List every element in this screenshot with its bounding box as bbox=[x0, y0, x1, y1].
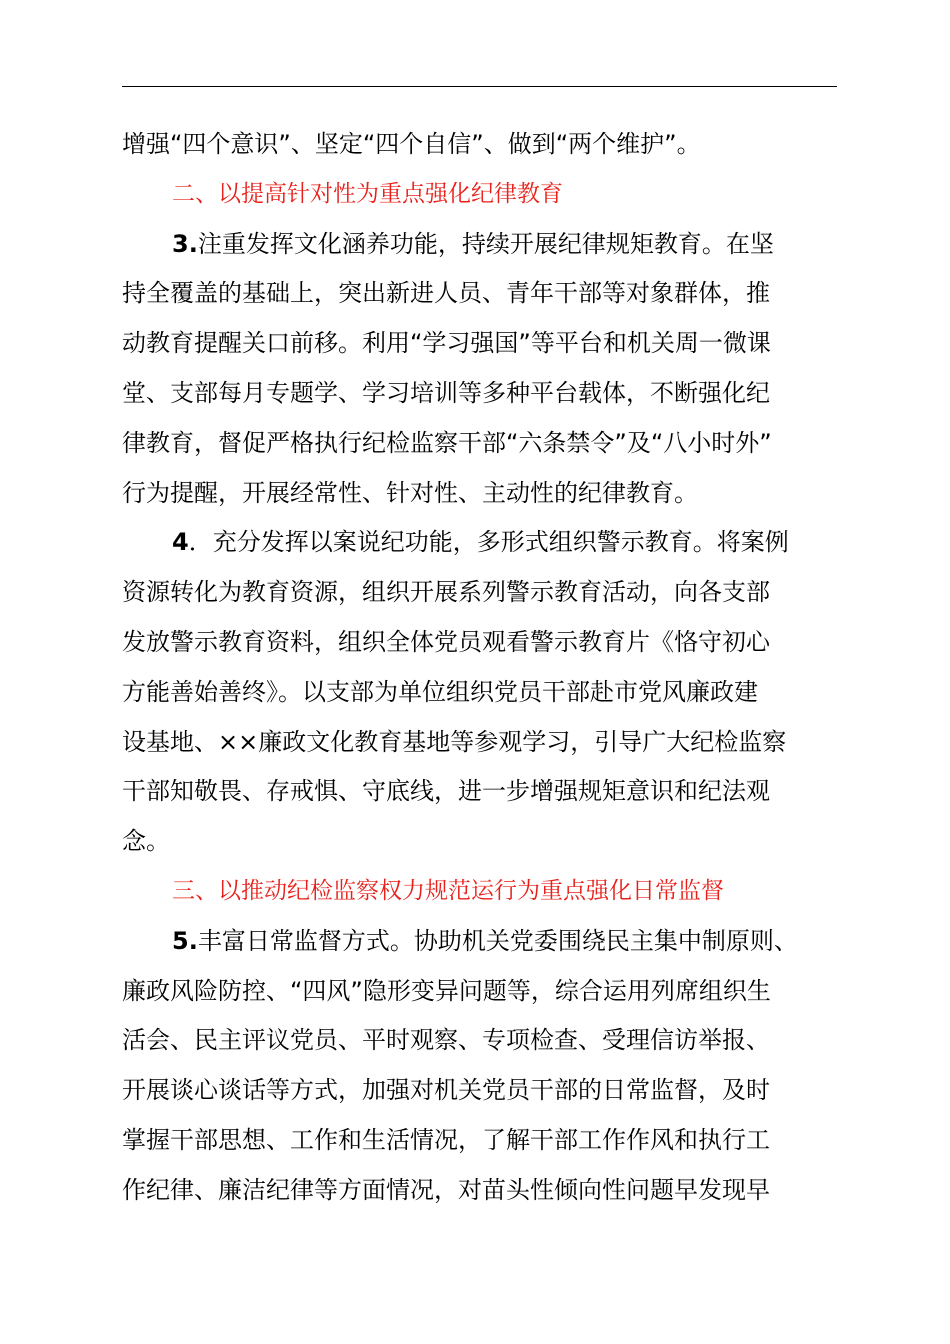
section-heading-3: 三、以推动纪检监察权力规范运行为重点强化日常监督 bbox=[172, 877, 724, 904]
item-3-title: 注重发挥文化涵养功能，持续开展纪律规矩教育。在坚 bbox=[197, 229, 774, 258]
body-line: 设基地、××廉政文化教育基地等参观学习，引导广大纪检监察 bbox=[122, 727, 787, 756]
paragraph-3-first-line bbox=[122, 220, 838, 270]
body-line: 持全覆盖的基础上，突出新进人员、青年干部等对象群体，推 bbox=[122, 279, 770, 308]
paragraph-5-first-line bbox=[122, 917, 838, 967]
body-line: 作纪律、廉洁纪律等方面情况，对苗头性倾向性问题早发现早 bbox=[122, 1175, 770, 1204]
body-line: 方能善始善终》。以支部为单位组织党员干部赴市党风廉政建 bbox=[122, 677, 758, 706]
body-line: 堂、支部每月专题学、学习培训等多种平台载体，不断强化纪 bbox=[122, 378, 770, 407]
body-line: 动教育提醒关口前移。利用“学习强国”等平台和机关周一微课 bbox=[122, 329, 771, 358]
body-line: 廉政风险防控、“四风”隐形变异问题等，综合运用列席组织生 bbox=[122, 976, 771, 1005]
body-line: 掌握干部思想、工作和生活情况，了解干部工作作风和执行工 bbox=[122, 1125, 770, 1154]
body-line: 律教育，督促严格执行纪检监察干部“六条禁令”及“八小时外” bbox=[122, 428, 772, 457]
item-number-4: 4 bbox=[172, 528, 189, 557]
paragraph-4-first-line bbox=[122, 518, 838, 568]
body-line: 行为提醒，开展经常性、针对性、主动性的纪律教育。 bbox=[122, 478, 698, 507]
body-line: 活会、民主评议党员、平时观察、专项检查、受理信访举报、 bbox=[122, 1026, 770, 1055]
body-line: 干部知敬畏、存戒惧、守底线，进一步增强规矩意识和纪法观 bbox=[122, 777, 770, 806]
body-line: 开展谈心谈话等方式，加强对机关党员干部的日常监督，及时 bbox=[122, 1076, 770, 1105]
body-line: 发放警示教育资料，组织全体党员观看警示教育片《恪守初心 bbox=[122, 627, 770, 656]
section-heading-2: 二、以提高针对性为重点强化纪律教育 bbox=[172, 180, 563, 207]
item-4-title: ．充分发挥以案说纪功能，多形式组织警示教育。将案例 bbox=[188, 528, 789, 557]
item-number-3: 3. bbox=[172, 229, 198, 258]
item-number-5: 5. bbox=[172, 926, 198, 955]
header-rule bbox=[122, 86, 837, 87]
body-line: 资源转化为教育资源，组织开展系列警示教育活动，向各支部 bbox=[122, 578, 770, 607]
body-line: 增强“四个意识”、坚定“四个自信”、做到“两个维护”。 bbox=[122, 130, 701, 158]
item-5-title: 丰富日常监督方式。协助机关党委围绕民主集中制原则、 bbox=[197, 926, 798, 955]
body-line: 念。 bbox=[122, 827, 170, 856]
document-body bbox=[122, 120, 838, 1216]
